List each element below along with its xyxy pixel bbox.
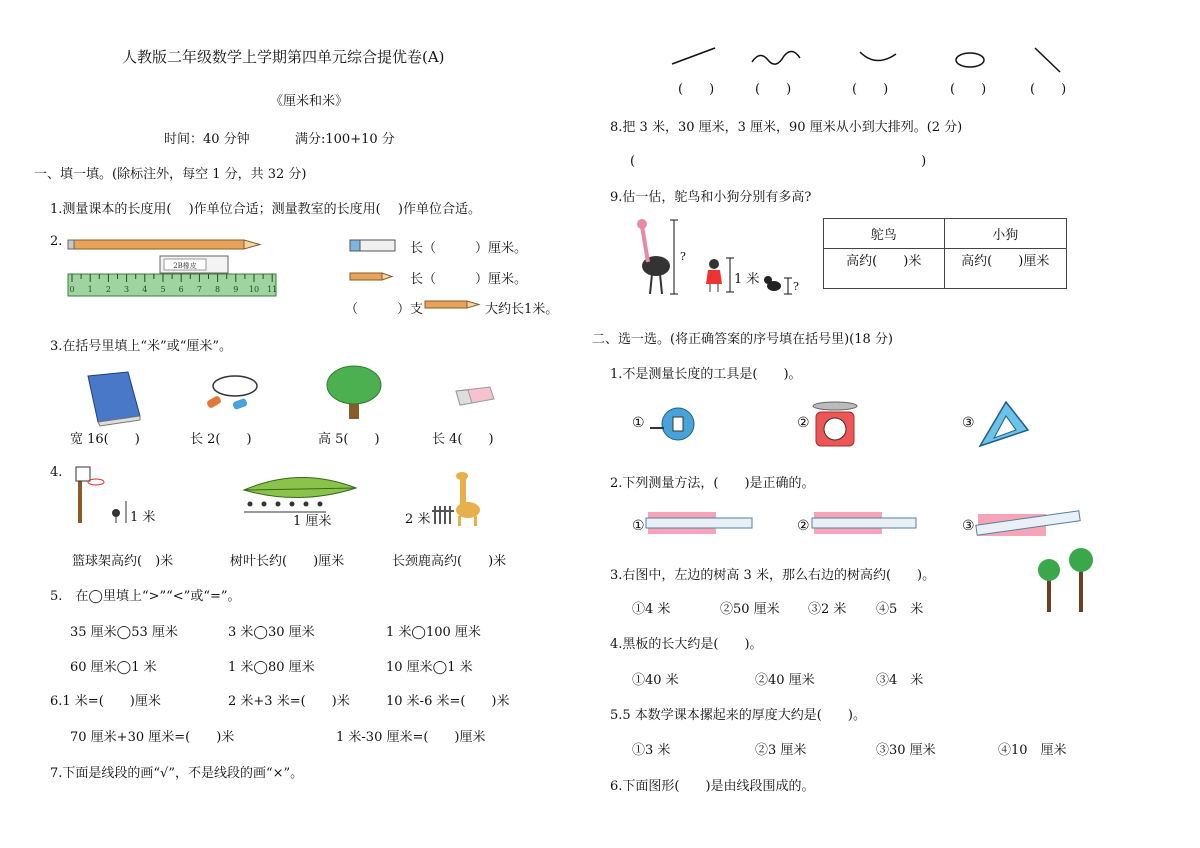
question-1-9: 9.估一估，鸵鸟和小狗分别有多高?	[610, 190, 812, 205]
q7-paren-3: ( )	[852, 82, 889, 97]
question-1-8: 8.把 3 米，30 厘米，3 厘米，90 厘米从小到大排列。(2 分)	[610, 120, 963, 135]
section1-heading: 一、填一填。(除标注外，每空 1 分，共 32 分)	[34, 167, 307, 182]
q3-label-rope: 长 2( )	[190, 432, 252, 447]
q7-paren-1: ( )	[678, 82, 715, 97]
pencil-row-2: 长（ ）厘米。	[410, 272, 528, 287]
exam-time: 时间：40 分钟	[164, 132, 250, 147]
ruler-number: 11	[267, 285, 278, 294]
q2-3-option-4: ④5 米	[876, 602, 924, 617]
pencil-row-3-left: （ ）支	[345, 302, 424, 317]
q4-answer-giraffe: 长颈鹿高约( )米	[392, 554, 507, 569]
question-2-5: 5.5 本数学课本摞起来的厚度大约是( )。	[610, 708, 866, 723]
page-subtitle: 《厘米和米》	[270, 94, 349, 109]
q7-paren-4: ( )	[950, 82, 987, 97]
question-1-2-number: 2.	[50, 234, 63, 249]
q2-5-option-4: ④10 厘米	[998, 743, 1067, 758]
giraffe-scale-label: 2 米	[405, 512, 431, 527]
q5-row2-item2: 1 米◯80 厘米	[228, 660, 315, 675]
q2-1-option-2: ②	[797, 415, 810, 431]
ruler-number: 6	[178, 285, 184, 294]
ruler-number: 7	[196, 285, 202, 294]
q2-2-option-3: ③	[962, 518, 975, 534]
section2-heading: 二、选一选。(将正确答案的序号填在括号里)(18 分)	[592, 332, 893, 347]
question-2-6: 6.下面图形( )是由线段围成的。	[610, 779, 815, 794]
q2-4-option-1: ①40 米	[632, 673, 679, 688]
q2-3-option-2: ②50 厘米	[720, 602, 780, 617]
jump-rope-icon	[205, 372, 265, 416]
q3-label-eraser: 长 4( )	[432, 432, 494, 447]
ostrich-height-question: ?	[680, 250, 686, 263]
q7-paren-5: ( )	[1030, 82, 1067, 97]
q5-row1-item1: 35 厘米◯53 厘米	[70, 625, 178, 640]
dog-height-question: ?	[793, 280, 799, 293]
q8-answer-blank: ( )	[630, 154, 927, 169]
measure-method-1	[646, 508, 756, 538]
question-1-3: 3.在括号里填上“米”或“厘米”。	[50, 339, 232, 354]
question-1-1: 1.测量课本的长度用( )作单位合适；测量教室的长度用( )作单位合适。	[50, 202, 481, 217]
ruler-number: 5	[160, 285, 166, 294]
q2-3-option-1: ①4 米	[632, 602, 671, 617]
ostrich-dog-figure	[622, 218, 812, 298]
q6-row2-item2: 1 米-30 厘米=( )厘米	[336, 730, 486, 745]
hoop-scale-label: 1 米	[130, 510, 156, 525]
q5-row2-item3: 10 厘米◯1 米	[386, 660, 473, 675]
pencil-and-ruler-figure	[68, 236, 278, 298]
question-2-4: 4.黑板的长大约是( )。	[610, 637, 763, 652]
question-2-2: 2.下列测量方法，( )是正确的。	[610, 476, 815, 491]
line-shapes-figure	[660, 42, 1080, 82]
ruler-number: 10	[248, 285, 260, 294]
q2-2-option-2: ②	[797, 518, 810, 534]
small-eraser-icon	[350, 239, 400, 253]
q6-row1-item3: 10 米-6 米=( )米	[386, 694, 510, 709]
q2-5-option-2: ②3 厘米	[755, 743, 807, 758]
table-cell-ostrich: 高约( )米	[824, 249, 945, 289]
q3-label-notebook: 宽 16( )	[70, 432, 140, 447]
ruler-number: 3	[124, 285, 130, 294]
table-header-ostrich: 鸵鸟	[824, 219, 945, 249]
eraser-icon	[452, 385, 496, 407]
q6-row2-item1: 70 厘米+30 厘米=( )米	[70, 730, 235, 745]
ruler-number: 9	[233, 285, 239, 294]
q7-paren-2: ( )	[755, 82, 792, 97]
ruler-number: 0	[69, 285, 75, 294]
q5-row2-item1: 60 厘米◯1 米	[70, 660, 157, 675]
q2-4-option-2: ②40 厘米	[755, 673, 815, 688]
q2-5-option-1: ①3 米	[632, 743, 671, 758]
q6-row1-item1: 6.1 米=( )厘米	[50, 694, 161, 709]
short-pencil-icon	[350, 272, 400, 282]
ruler-number: 1	[87, 285, 93, 294]
question-1-5: 5. 在◯里填上“>”“<”或“=”。	[50, 589, 241, 604]
q5-row1-item2: 3 米◯30 厘米	[228, 625, 315, 640]
pencil-row-3-right: 大约长1米。	[485, 302, 559, 317]
giraffe-icon	[430, 470, 490, 528]
question-1-4-number: 4.	[50, 465, 63, 480]
set-square-icon	[976, 400, 1032, 450]
question-2-3: 3.右图中，左边的树高 3 米，那么右边的树高约( )。	[610, 568, 936, 583]
leaf-scale-label: 1 厘米	[293, 514, 332, 529]
q5-row1-item3: 1 米◯100 厘米	[386, 625, 481, 640]
q6-row1-item2: 2 米+3 米=( )米	[228, 694, 350, 709]
measure-method-3	[976, 508, 1086, 540]
q2-2-option-1: ①	[632, 518, 645, 534]
table-cell-dog: 高约( )厘米	[944, 249, 1066, 289]
two-trees-icon	[1035, 546, 1100, 614]
eraser-label: 2B橡皮	[173, 262, 197, 270]
long-pencil-icon	[425, 300, 485, 310]
tape-measure-icon	[648, 404, 698, 444]
q2-1-option-1: ①	[632, 415, 645, 431]
ruler-number: 4	[142, 285, 148, 294]
girl-height-label: 1 米	[734, 272, 760, 287]
tree-icon	[325, 365, 385, 419]
q2-3-option-3: ③2 米	[808, 602, 847, 617]
ruler-number: 2	[105, 285, 111, 294]
question-2-1: 1.不是测量长度的工具是( )。	[610, 367, 802, 382]
q4-answer-leaf: 树叶长约( )厘米	[230, 554, 345, 569]
q2-4-option-3: ③4 米	[876, 673, 924, 688]
measure-method-2	[812, 508, 922, 538]
table-header-dog: 小狗	[944, 219, 1066, 249]
q2-5-option-3: ③30 厘米	[876, 743, 936, 758]
pencil-row-1: 长（ ）厘米。	[410, 241, 528, 256]
notebook-icon	[82, 372, 144, 424]
page-title: 人教版二年级数学上学期第四单元综合提优卷(A)	[122, 48, 445, 66]
height-table	[823, 218, 1067, 289]
question-1-7: 7.下面是线段的画“√”，不是线段的画“×”。	[50, 766, 304, 781]
ruler-number: 8	[215, 285, 221, 294]
q2-1-option-3: ③	[962, 415, 975, 431]
scale-icon	[810, 400, 860, 450]
q3-label-tree: 高 5( )	[318, 432, 380, 447]
exam-score: 满分:100+10 分	[295, 132, 395, 147]
q4-answer-hoop: 篮球架高约( )米	[72, 554, 174, 569]
